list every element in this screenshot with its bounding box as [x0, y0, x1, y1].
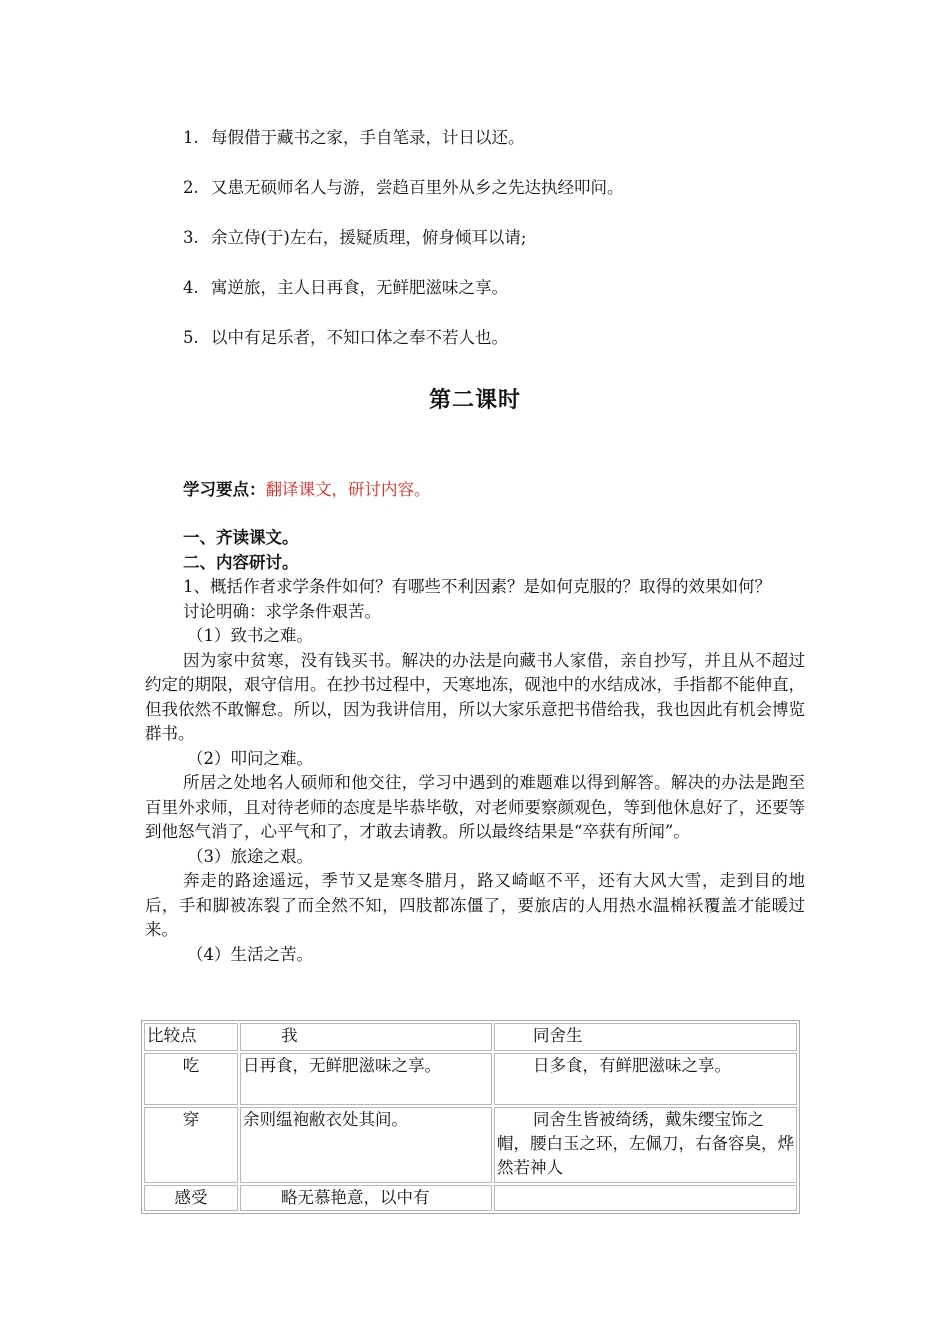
table-cell: 穿: [144, 1107, 238, 1183]
key-points: [183, 476, 431, 500]
table-header-cell: 同舍生: [494, 1023, 797, 1051]
point-text: 因为家中贫寒，没有钱买书。解决的办法是向藏书人家借，亲自抄写，并且从不超过约定的期限，艰守信用。在抄书过程中，天寒地冻，砚池中的水结成冰，手指都不能伸直，但我依然不敢懈怠。所以，因为我讲信用，所以大家乐意把书借给我，我也因此有机会博览群书。: [145, 650, 805, 743]
sentence-list: [183, 126, 624, 376]
comparison-table: [141, 1020, 800, 1214]
question-text: 1、概括作者求学条件如何？有哪些不利因素？是如何克服的？取得的效果如何？: [183, 577, 771, 596]
table-header-row: [144, 1023, 797, 1051]
list-item: [183, 176, 624, 226]
key-points-label: 学习要点：: [183, 480, 266, 499]
point-title: （4）生活之苦。: [187, 944, 313, 964]
item-text: 每假借于藏书之家，手自笔录，计日以还。: [211, 128, 525, 147]
point-title: （2）叩问之难。: [187, 748, 313, 768]
item-number: 4.: [183, 278, 199, 297]
item-number: 2.: [183, 178, 199, 197]
point-text: 奔走的路途遥远，季节又是寒冬腊月，路又崎岖不平，还有大风大雪，走到目的地后，手和脚被冻裂了而全然不知，四肢都冻僵了，要旅店的人用热水温棉袄覆盖才能暖过来。: [145, 871, 805, 939]
item-number: 3.: [183, 228, 199, 247]
list-item: [183, 276, 624, 326]
point-title: （1）致书之难。: [187, 626, 313, 645]
table-cell: 日多食，有鲜肥滋味之享。: [494, 1053, 797, 1105]
item-text: 寓逆旅，主人日再食，无鲜肥滋味之享。: [211, 278, 508, 297]
item-number: 1.: [183, 128, 199, 147]
item-text: 以中有足乐者，不知口体之奉不若人也。: [211, 328, 508, 347]
lesson-body: [145, 526, 805, 967]
table-cell: 日再食，无鲜肥滋味之享。: [240, 1053, 492, 1105]
discussion-text: 讨论明确：求学条件艰苦。: [183, 601, 381, 621]
table-cell: 略无慕艳意，以中有: [240, 1185, 492, 1211]
table-cell: 余则缊袍敝衣处其间。: [240, 1107, 492, 1183]
list-item: [183, 126, 624, 176]
table-header-cell: 我: [240, 1023, 492, 1051]
table-row: [144, 1107, 797, 1183]
item-number: 5.: [183, 328, 199, 347]
section-title: 第二课时: [428, 387, 521, 413]
point-text: 所居之处地名人硕师和他交往，学习中遇到的难题难以得到解答。解决的办法是跑至百里外求师，且对待老师的态度是毕恭毕敬，对老师要察颜观色，等到他休息好了，还要等到他怒气消了，心平气和了，才敢去请教。所以最终结果是“卒获有所闻”。: [145, 773, 805, 841]
point-title: （3）旅途之艰。: [187, 846, 313, 866]
list-item: [183, 326, 624, 376]
table-cell: [494, 1185, 797, 1211]
item-text: 余立侍(于)左右，援疑质理，俯身倾耳以请;: [211, 228, 527, 247]
table-cell: 吃: [144, 1053, 238, 1105]
table-cell-text: 同舍生皆被绮绣，戴朱缨宝饰之帽，腰白玉之环，左佩刀，右备容臭，烨然若神人: [497, 1110, 794, 1177]
table-cell: [494, 1107, 797, 1183]
table-row: [144, 1053, 797, 1105]
table-row: [144, 1185, 797, 1211]
table-cell: 感受: [144, 1185, 238, 1211]
list-item: [183, 226, 624, 276]
key-points-value: 翻译课文，研讨内容。: [265, 480, 431, 499]
table-header-cell: 比较点: [144, 1023, 238, 1051]
item-text: 又患无硕师名人与游，尝趋百里外从乡之先达执经叩问。: [211, 178, 624, 197]
heading-read: 一、齐读课文。: [183, 528, 299, 547]
heading-discuss: 二、内容研讨。: [183, 552, 299, 572]
